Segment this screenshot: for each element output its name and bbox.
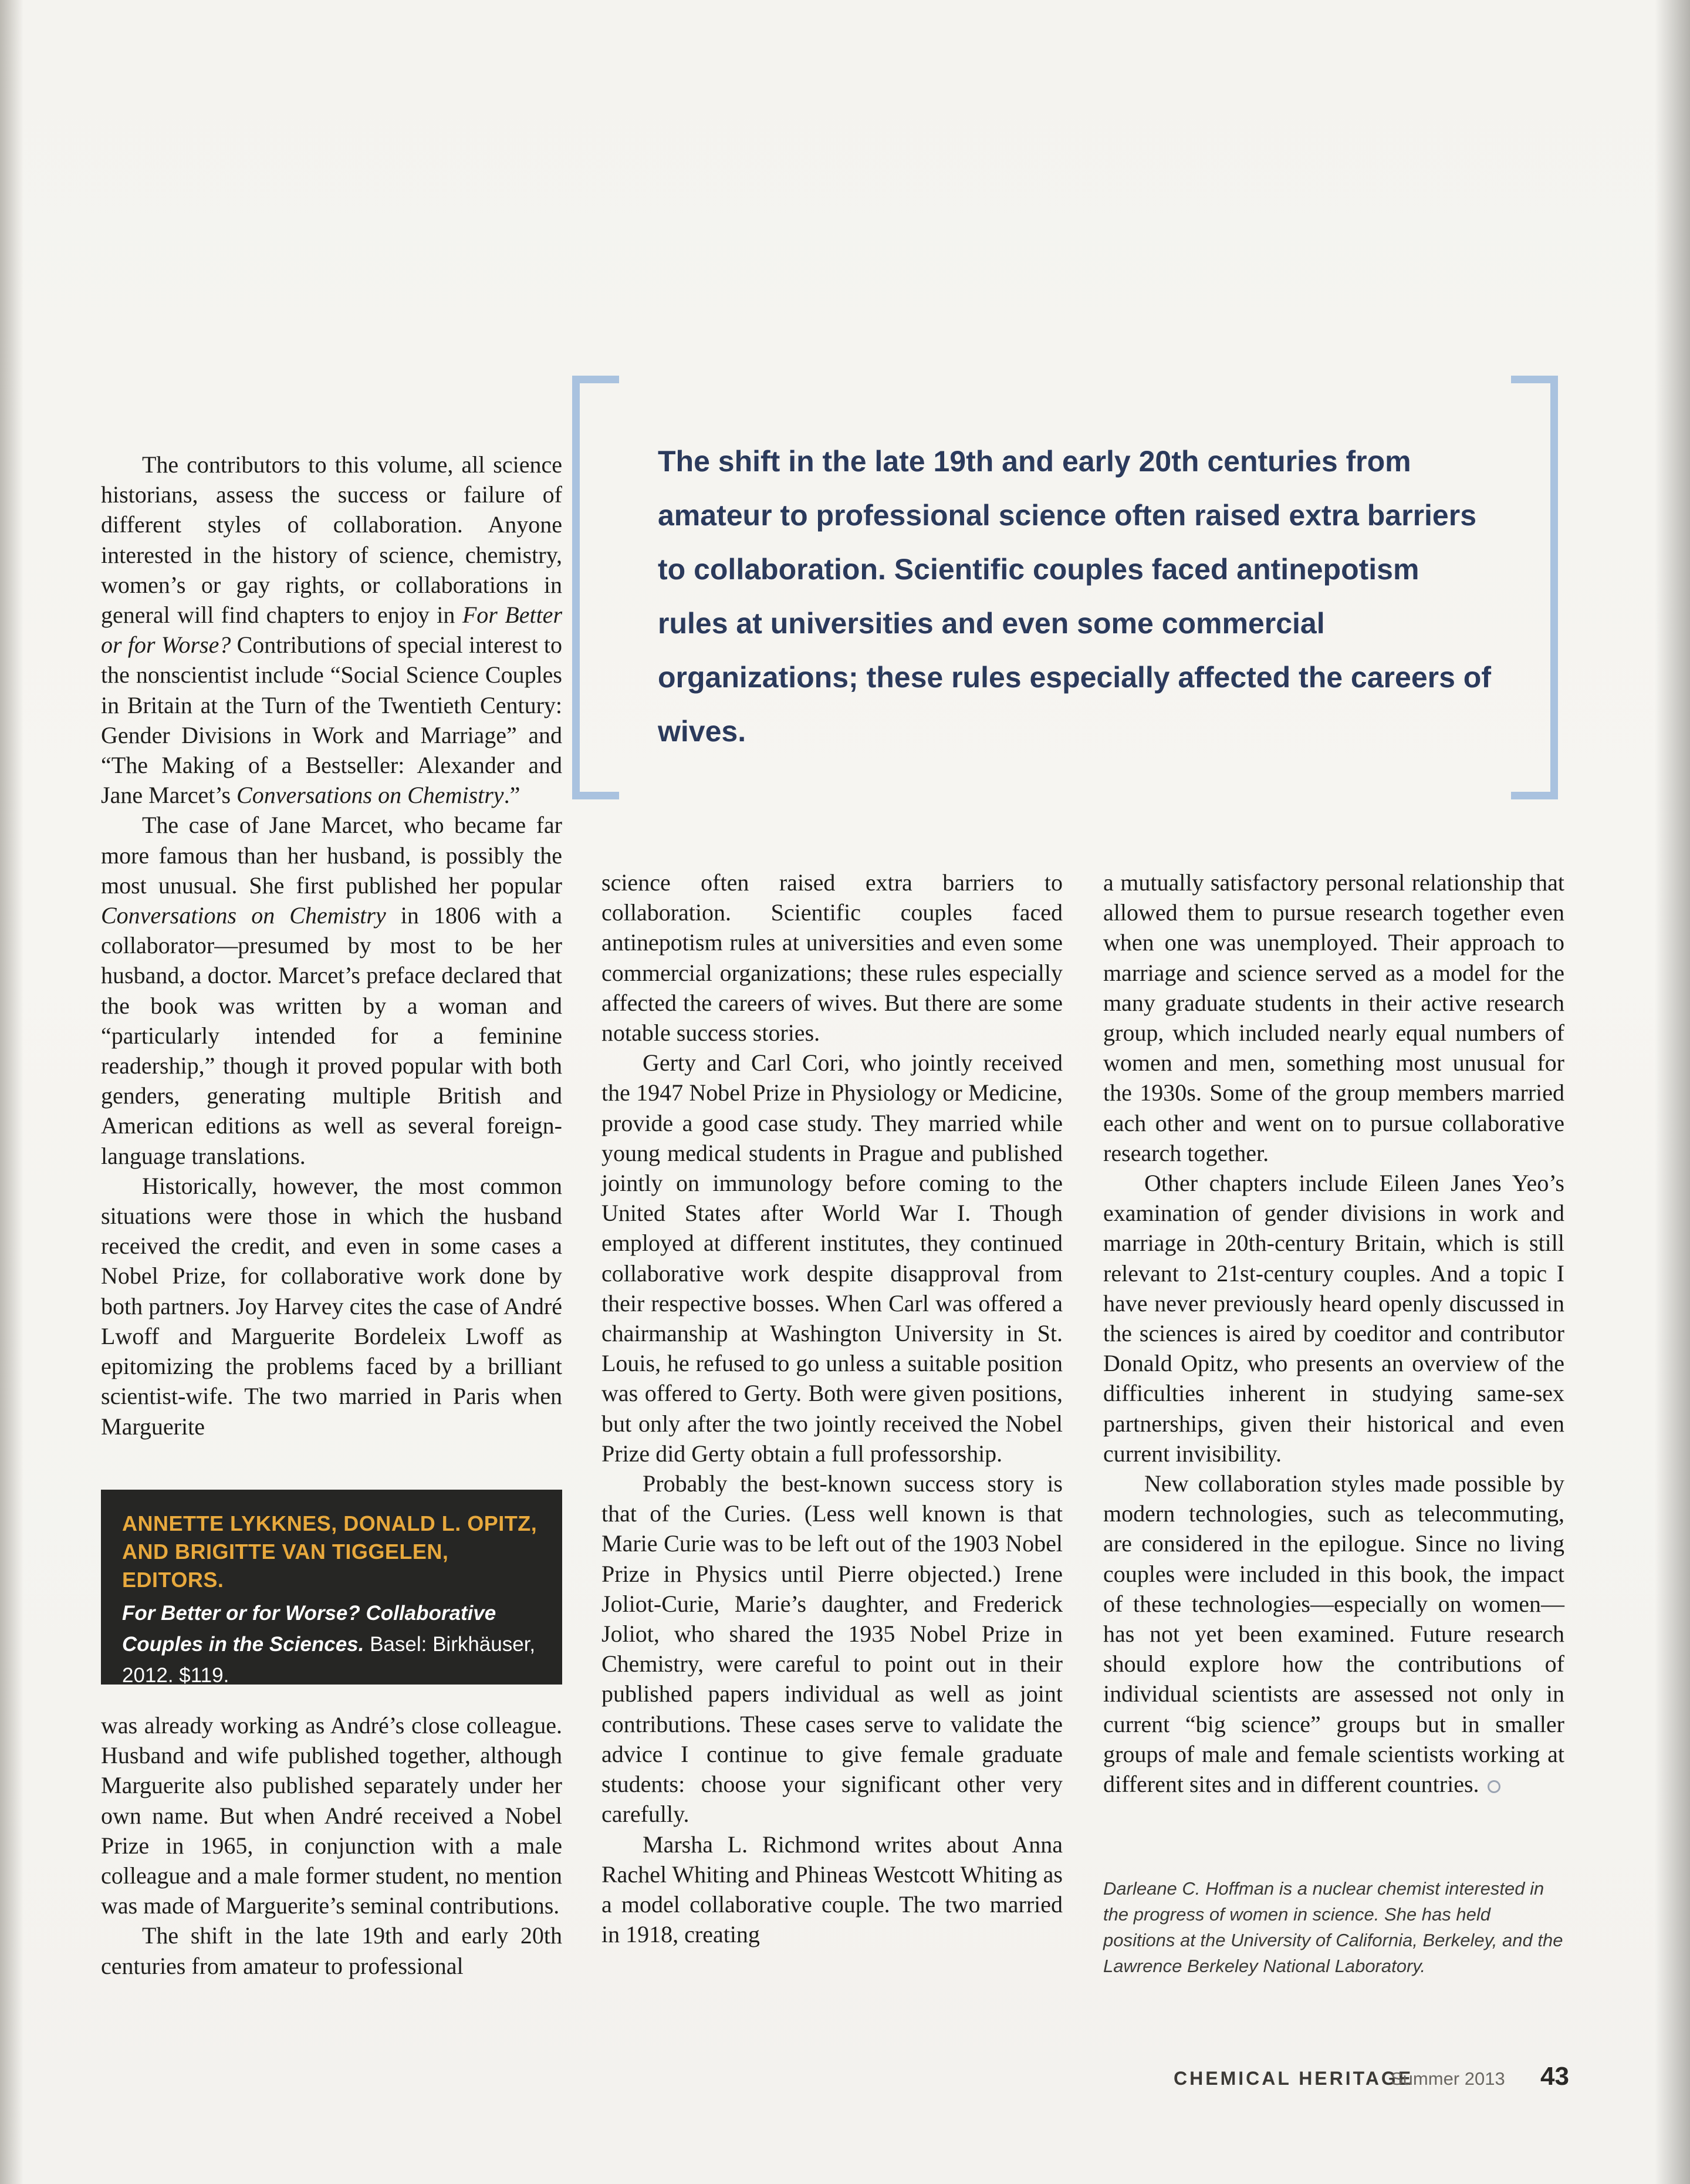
paragraph: Other chapters include Eileen Janes Yeo’s examination of gender divisions in work and marriage in 20th-century Britain, which is still relevant to 21st-century couples. And a topic I have never previously heard openly discussed in the sciences is aired by coeditor and contributor Donald Opitz, who presents an overview of the difficulties inherent in studying same-sex partnerships, given their historical and even current invisibility. — [1103, 1170, 1564, 1467]
magazine-name: CHEMICAL HERITAGE — [1174, 2068, 1414, 2089]
paragraph: Gerty and Carl Cori, who jointly received the 1947 Nobel Prize in Physiology or Medicine, provide a good case study. They married while young medical students in Prague and published jointly on immunology before coming to the United States after World War I. Though employed at different institutes, they continued collaborative work despite disapproval from their respective bosses. When Carl was offered a chairmanship at Washington University in St. Louis, he refused to go unless a suitable position was offered to Gerty. Both were given positions, but only after the two jointly received the Nobel Prize did Gerty obtain a full professorship. — [601, 1049, 1063, 1467]
book-editors: ANNETTE LYKKNES, DONALD L. OPITZ, AND BRIGITTE VAN TIGGELEN, EDITORS. — [122, 1511, 538, 1592]
column-1-top — [101, 450, 562, 1442]
paragraph: Historically, however, the most common situations were those in which the husband received the credit, and even in some cases a Nobel Prize, for collaborative work done by both partners. Joy Harvey cites the case of André Lwoff and Marguerite Bordeleix Lwoff as epitomizing the problems faced by a brilliant scientist-wife. The two married in Paris when Marguerite — [101, 1172, 562, 1440]
paragraph: The contributors to this volume, all science historians, assess the success or failure of different styles of collaboration. Anyone interested in the history of science, chemistry, women’s or gay rights, or collaborations in general will find chapters to enjoy in For Better or for Worse? Contributions of special interest to the nonscientist include “Social Science Couples in Britain at the Turn of the Twentieth Century: Gender Divisions in Work and Marriage” and “The Making of a Bestseller: Alexander and Jane Marcet’s Conversations on Chemistry.” — [101, 451, 563, 809]
paragraph: The shift in the late 19th and early 20th centuries from amateur to professional — [101, 1922, 562, 1979]
book-publisher: Basel: Birkhäuser, 2012. $119. — [122, 1633, 536, 1687]
author-bio: Darleane C. Hoffman is a nuclear chemist interested in the progress of women in science. She has held positions at the University of California, Berkeley, and the Lawrence Berkeley National Laboratory. — [1103, 1878, 1563, 1976]
paragraph: New collaboration styles made possible by modern technologies, such as telecommuting, are considered in the epilogue. Since no living couples were included in this book, the impact of these technologies—especially on women—has not yet been examined. Future research should explore how the contributions of individual scientists are assessed not only in current “big science” groups but in smaller groups of male and female scientists working at different sites and in different countries. — [1103, 1470, 1564, 1798]
binding-shadow — [0, 0, 23, 2184]
paragraph: Marsha L. Richmond writes about Anna Rachel Whiting and Phineas Westcott Whiting as a model collaborative couple. The two married in 1918, creating — [601, 1831, 1063, 1948]
page-number: 43 — [1540, 2062, 1569, 2091]
column-1-bottom — [101, 1710, 562, 1981]
end-mark-icon — [1488, 1780, 1500, 1793]
pull-quote-text: The shift in the late 19th and early 20th centuries from amateur to professional science often raised extra barriers to collaboration. Scientific couples faced antinepotism rules at universities and even some commercial organizations; these rules especially affected the careers of wives. — [658, 445, 1491, 748]
page-footer — [1174, 2062, 1573, 2097]
issue-date: Summer 2013 — [1391, 2068, 1505, 2089]
right-bracket-icon — [1511, 376, 1558, 799]
book-title: For Better or for Worse? Collaborative Couples in the Sciences. — [122, 1602, 496, 1656]
column-2 — [601, 867, 1063, 1949]
book-citation — [122, 1598, 541, 1691]
paragraph: a mutually satisfactory personal relationship that allowed them to pursue research together even when one was unemployed. Their approach to marriage and science served as a model for the many graduate students in their active research group, which included nearly equal numbers of women and men, something most unusual for the 1930s. Some of the group members married each other and went on to pursue collaborative research together. — [1103, 869, 1564, 1166]
paragraph: The case of Jane Marcet, who became far more famous than her husband, is possibly the most unusual. She first published her popular Conversations on Chemistry in 1806 with a collaborator—presumed by most to be her husband, a doctor. Marcet’s preface declared that the book was written by a woman and “particularly intended for a feminine readership,” though it proved popular with both genders, generating multiple British and American editions as well as several foreign-language translations. — [101, 812, 562, 1169]
column-3 — [1103, 867, 1564, 1799]
page-edge-shadow — [1655, 0, 1690, 2184]
paragraph: science often raised extra barriers to collaboration. Scientific couples faced antinepotism rules at universities and even some commercial organizations; these rules especially affected the careers of wives. But there are some notable success stories. — [601, 869, 1063, 1047]
paragraph: was already working as André’s close colleague. Husband and wife published together, although Marguerite also published separately under her own name. But when André received a Nobel Prize in 1965, in conjunction with a male colleague and a male former student, no mention was made of Marguerite’s seminal contributions. — [101, 1712, 562, 1919]
paragraph: Probably the best-known success story is that of the Curies. (Less well known is that Marie Curie was to be left out of the 1903 Nobel Prize in Physics until Pierre objected.) Irene Joliot-Curie, Marie’s daughter, and Frederick Joliot, who shared the 1935 Nobel Prize in Chemistry, were careful to point out in their published papers individual as well as joint contributions. These cases serve to validate the advice I continue to give female graduate students: choose your significant other very carefully. — [601, 1470, 1063, 1828]
book-info-box — [101, 1490, 562, 1685]
pull-quote — [572, 376, 1558, 804]
left-bracket-icon — [572, 376, 619, 799]
